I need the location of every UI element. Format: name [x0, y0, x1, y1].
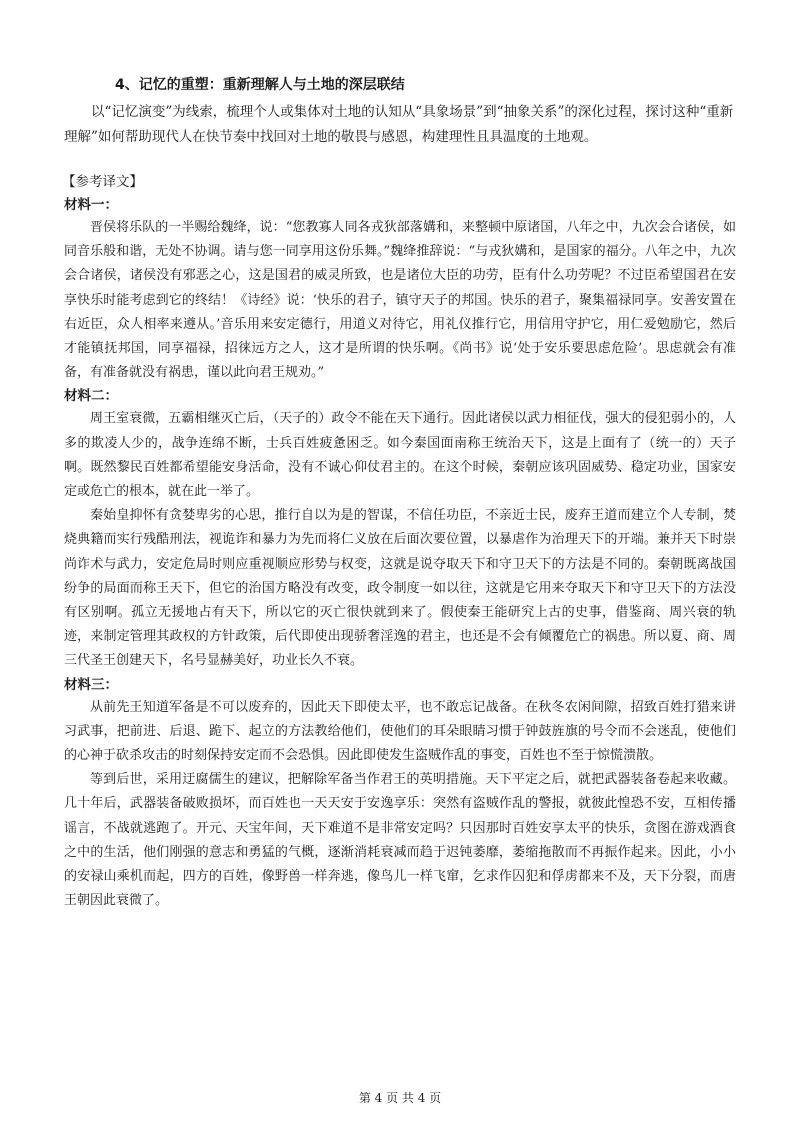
material-one [64, 194, 736, 385]
essay-topic-section [64, 74, 736, 150]
material-paragraph: 周王室衰微，五霸相继灭亡后，（天子的）政令不能在天下通行。因此诸侯以武力相征伐，强大的侵犯弱小的，人多的欺凌人少的，战争连绵不断，士兵百姓疲惫困乏。如今秦国面南称王统治天下，这是上面有了（统一的）天子啊。既然黎民百姓都希望能安身活命，没有不诚心仰仗君主的。在这个时候，秦朝应该巩固威势、稳定功业，国家安定或危亡的根本，就在此一举了。 [64, 411, 736, 500]
material-three [64, 674, 736, 914]
topic-description: 以“记忆演变”为线索，梳理个人或集体对土地的认知从“具象场景”到“抽象关系”的深化过程，探讨这种“重新理解”如何帮助现代人在快节奏中找回对土地的敬畏与感恩，构建理性且具温度的土地观。 [64, 104, 734, 145]
material-paragraph: 等到后世，采用迂腐儒生的建议，把解除军备当作君王的英明措施。天下平定之后，就把武器装备卷起来收藏。几十年后，武器装备破败损坏，而百姓也一天天安于安逸享乐：突然有盗贼作乱的警报，就彼此惶恐不安，互相传播谣言，不战就逃跑了。开元、天宝年间，天下难道不是非常安定吗？只因那时百姓安享太平的快乐，贪图在游戏酒食之中的生活，他们刚强的意志和勇猛的气概，逐渐消耗衰减而趋于迟钝萎靡，萎缩拖散而不再振作起来。因此，小小的安禄山乘机而起，四方的百姓，像野兽一样奔逃，像鸟儿一样飞窜，乞求作囚犯和俘虏都来不及，天下分裂，而唐王朝因此衰微了。 [64, 772, 736, 909]
material-heading: 材料二： [64, 388, 118, 405]
material-two [64, 385, 736, 673]
reference-translation-section [64, 170, 736, 913]
reference-title: 【参考译文】 [62, 174, 143, 190]
material-paragraph: 晋侯将乐队的一半赐给魏绛，说：“您教寡人同各戎狄部落媾和，来整顿中原诸国，八年之中，九次会合诸侯，如同音乐般和谐，无处不协调。请与您一同享用这份乐舞。”魏绛推辞说：“与戎狄媾和，是国家的福分。八年之中，九次会合诸侯，诸侯没有邪恶之心，这是国君的威灵所致，也是诸位大臣的功劳，臣有什么功劳呢？不过臣希望国君在安享快乐时能考虑到它的终结！《诗经》说：‘快乐的君子，镇守天子的邦国。快乐的君子，聚集福禄同享。安善安置在右近臣，众人相率来遵从。’音乐用来安定德行，用道义对待它，用礼仪推行它，用信用守护它，用仁爱勉励它，然后才能镇抚邦国，同享福禄，招徕远方之人，这才是所谓的快乐啊。《尚书》说‘处于安乐要思虑危险’。思虑就会有准备，有准备就没有祸患，谨以此向君王规劝。” [64, 220, 736, 381]
material-heading: 材料一： [64, 197, 118, 213]
material-paragraph: 从前先王知道军备是不可以废弃的，因此天下即使太平，也不敢忘记战备。在秋冬农闲间隙，招致百姓打猎来讲习武事，把前进、后退、跪下、起立的方法教给他们，使他们的耳朵眼睛习惯于钟鼓旌旗的号令而不会迷乱，使他们的心神于砍杀攻击的时刻保持安定而不会恐惧。因此即使发生盗贼作乱的事变，百姓也不至于惊慌溃散。 [64, 699, 736, 764]
material-heading: 材料三： [64, 676, 118, 693]
page-number-footer: 第 4 页 共 4 页 [358, 1091, 442, 1105]
material-paragraph: 秦始皇抑怀有贪婪卑劣的心思，推行自以为是的智谋，不信任功臣，不亲近士民，废弃王道而建立个人专制，焚烧典籍而实行残酷刑法，视诡诈和暴力为先而将仁义放在后面次要位置，以暴虐作为治理天下的开端。兼并天下时崇尚诈术与武力，安定危局时则应重视顺应形势与权变，这就是说夺取天下和守卫天下的方法是不同的。秦朝既离战国纷争的局面而称王天下，但它的治国方略没有改变，政令制度一如以往，这就是它用来夺取天下和守卫天下的方法没有区别啊。孤立无援地占有天下，所以它的灭亡很快就到来了。假使秦王能研究上古的史事，借鉴商、周兴衰的轨迹，来制定管理其政权的方针政策，后代即使出现骄奢淫逸的君主，也还是不会有倾覆危亡的祸患。所以夏、商、周三代圣王创建天下，名号显赫美好，功业长久不衰。 [64, 508, 736, 669]
topic-title: 4、记忆的重塑：重新理解人与土地的深层联结 [115, 77, 405, 93]
